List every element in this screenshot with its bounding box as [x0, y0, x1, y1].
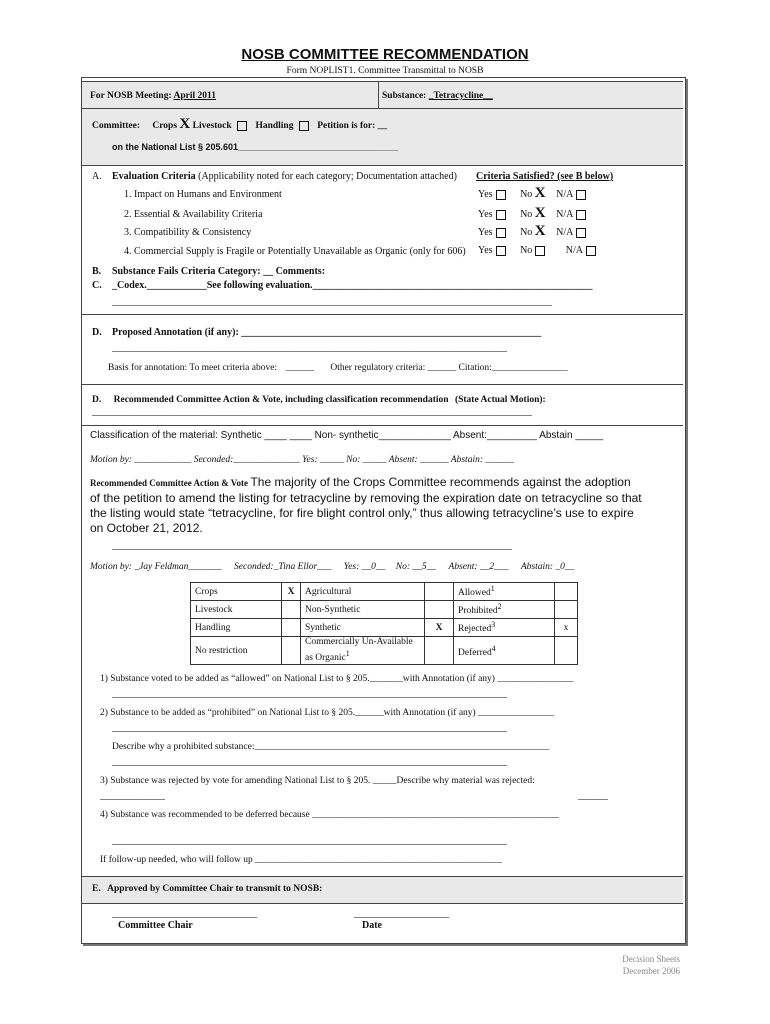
yes-label: Yes	[478, 209, 493, 220]
criteria-header: Criteria Satisfied? (see B below)	[476, 171, 614, 182]
yes-checkbox[interactable]	[496, 210, 506, 220]
vote-allowed-line: _______________________________________________________________________________	[112, 688, 507, 699]
no-label: No	[520, 209, 533, 220]
basis-label: Basis for annotation: To meet criteria above:	[108, 363, 278, 373]
date-line[interactable]: ___________________	[354, 908, 449, 919]
recommendation-label: Recommended Committee Action & Vote	[90, 478, 248, 488]
vote-no[interactable]: No: __5__	[395, 562, 437, 572]
yes-label: Yes	[478, 227, 493, 238]
committee-crops: Crops	[152, 121, 178, 131]
petition-field: Petition is for: __	[317, 121, 388, 131]
criteria-item-3: 3. Compatibility & Consistency	[124, 227, 252, 238]
grid-label: Prohibited	[458, 606, 498, 617]
grid-cell: Crops	[191, 583, 282, 601]
committee-livestock: Livestock	[192, 121, 232, 131]
grid-cell: No restriction	[191, 637, 282, 665]
grid-check-cell[interactable]	[282, 601, 301, 619]
describe-prohibited-line: _______________________________________________________________________________	[112, 756, 507, 767]
na-checkbox[interactable]	[576, 190, 586, 200]
no-check-mark[interactable]: X	[534, 205, 546, 221]
criteria-item-1: 1. Impact on Humans and Environment	[124, 189, 282, 200]
grid-label: Rejected	[458, 624, 492, 635]
substance-field	[382, 91, 493, 101]
recommended-text2: (State Actual Motion):	[454, 395, 546, 405]
grid-cell	[454, 601, 555, 619]
criteria-answer-4	[478, 245, 596, 256]
grid-check-cell[interactable]	[425, 637, 454, 665]
form-subtitle: Form NOPLIST1. Committee Transmittal to NOSB	[286, 66, 484, 76]
vote-rejected-line-right: ______	[578, 790, 608, 801]
yes-checkbox[interactable]	[496, 190, 506, 200]
no-check-mark[interactable]: X	[534, 223, 546, 239]
na-label: N/A	[556, 227, 574, 238]
recommendation-underline: ________________________________________________________________________________	[112, 540, 512, 551]
vote-absent[interactable]: Absent: __2___	[448, 562, 509, 572]
recommended-line: ________________________________________________________________________________________	[92, 406, 532, 417]
section-e-letter: E.	[92, 884, 101, 894]
section-a-note: (Applicability noted for each category; Documentation attached)	[198, 171, 457, 182]
grid-label: Deferred	[458, 647, 492, 658]
recommendation-line-3: the listing would state “tetracycline, for fire blight control only,” thus allowing tetracycline’s use to expire	[90, 506, 634, 520]
grid-cell	[454, 637, 555, 665]
vote-prohibited[interactable]: 2) Substance to be added as “prohibited” on National List to § 205.______with Annotation (if any) ________________	[100, 708, 555, 718]
grid-cell: Agricultural	[301, 583, 425, 601]
footnote: 1	[490, 584, 495, 594]
vote-rejected[interactable]: 3) Substance was rejected by vote for amending National List to § 205. _____Describe why material was rejected:	[100, 776, 535, 786]
criteria-item-4: 4. Commercial Supply is Fragile or Potentially Unavailable as Organic (only for 606)	[124, 246, 466, 257]
grid-check-cell[interactable]	[555, 601, 578, 619]
section-b-text: Substance Fails Criteria Category: __ Comments:	[112, 266, 326, 277]
footer-line-2: December 2006	[622, 966, 680, 976]
grid-cell	[454, 583, 555, 601]
na-checkbox[interactable]	[586, 246, 596, 256]
motion-by[interactable]: Motion by: _Jay Feldman_______	[90, 562, 222, 572]
yes-label: Yes	[478, 245, 493, 256]
classification-row[interactable]: Classification of the material: Synthetic ____ ____ Non- synthetic_____________ Absent:_________ Abstain _____	[90, 430, 604, 441]
substance-label: Substance:	[382, 91, 427, 101]
classification-grid	[190, 582, 578, 665]
crops-check-mark[interactable]: X	[179, 116, 191, 132]
vote-deferred[interactable]: 4) Substance was recommended to be deferred because ____________________________________________________	[100, 810, 560, 820]
substance-value[interactable]: _Tetracycline__	[428, 91, 493, 101]
recommended-bar	[82, 384, 683, 426]
table-row	[191, 601, 578, 619]
no-check-mark[interactable]: X	[534, 185, 546, 201]
vote-abstain[interactable]: Abstain: _0__	[520, 562, 575, 572]
criteria-item-2: 2. Essential & Availability Criteria	[124, 209, 263, 220]
section-c-line: ________________________________________________________________________________________	[112, 296, 552, 307]
yes-checkbox[interactable]	[496, 246, 506, 256]
section-b-letter: B.	[92, 266, 102, 277]
grid-check-cell[interactable]	[282, 619, 301, 637]
section-a-letter: A.	[92, 171, 102, 182]
na-label: N/A	[565, 245, 584, 256]
other-criteria[interactable]: Other regulatory criteria: ______ Citation:________________	[330, 363, 568, 373]
grid-check-cell[interactable]	[555, 583, 578, 601]
grid-check-cell[interactable]	[425, 583, 454, 601]
vote-prohibited-line: _______________________________________________________________________________	[112, 722, 507, 733]
section-d-letter: D.	[92, 327, 102, 338]
meeting-value[interactable]: April 2011	[173, 91, 216, 101]
footer-line-1: Decision Sheets	[622, 954, 680, 964]
footnote: 1	[345, 649, 350, 658]
proposed-annotation-field[interactable]	[112, 327, 617, 338]
yes-checkbox[interactable]	[496, 228, 506, 238]
divider	[82, 314, 683, 315]
committee-label: Committee:	[92, 121, 141, 131]
page-title: NOSB COMMITTEE RECOMMENDATION	[241, 46, 529, 63]
chair-label: Committee Chair	[118, 920, 193, 931]
section-c-letter: C.	[92, 280, 102, 291]
grid-check-cell[interactable]: X	[425, 619, 454, 637]
handling-checkbox[interactable]	[299, 121, 309, 131]
grid-check-cell[interactable]: x	[555, 619, 578, 637]
recommended-heading	[92, 395, 546, 405]
livestock-checkbox[interactable]	[237, 121, 247, 131]
followup-field[interactable]: If follow-up needed, who will follow up ____________________________________________________	[100, 855, 503, 865]
national-list-field: on the National List § 205.601________________________________	[112, 142, 399, 152]
recommendation-block	[90, 475, 680, 536]
table-row	[191, 637, 578, 665]
footnote: 2	[497, 602, 502, 612]
vote-rejected-line-left: _____________	[100, 790, 165, 801]
criteria-answer-2	[478, 205, 586, 222]
grid-label: Allowed	[458, 588, 491, 599]
criteria-answer-1	[478, 185, 586, 202]
meeting-label: For NOSB Meeting:	[90, 91, 172, 101]
grid-cell	[301, 637, 425, 665]
grid-check-cell[interactable]	[555, 637, 578, 665]
motion-row-2	[90, 562, 574, 572]
grid-check-cell[interactable]	[282, 637, 301, 665]
section-c-text: _Codex.____________See following evaluation.________________________________________________________	[112, 280, 593, 291]
grid-cell: Synthetic	[301, 619, 425, 637]
na-label: N/A	[556, 189, 574, 200]
no-label: No	[520, 189, 533, 200]
grid-label: Commercially Un-Available as Organic	[305, 637, 413, 664]
no-label: No	[520, 227, 533, 238]
table-row	[191, 583, 578, 601]
footnote: 3	[491, 620, 496, 630]
grid-cell: Non-Synthetic	[301, 601, 425, 619]
recommended-letter: D.	[92, 395, 102, 405]
recommendation-line-4: on October 21, 2012.	[90, 521, 203, 535]
grid-cell	[454, 619, 555, 637]
describe-prohibited[interactable]: Describe why a prohibited substance:______________________________________________________________	[112, 742, 549, 752]
committee-row	[92, 116, 387, 133]
section-e-text: Approved by Committee Chair to transmit to NOSB:	[107, 884, 323, 894]
motion-row-1[interactable]: Motion by: ____________ Seconded:______________ Yes: _____ No: _____ Absent: ______ Abstain: ______	[90, 455, 514, 465]
na-checkbox[interactable]	[576, 228, 586, 238]
na-checkbox[interactable]	[576, 210, 586, 220]
no-label: No	[520, 245, 533, 256]
date-label: Date	[362, 920, 382, 931]
proposed-annotation-line: _______________________________________________________________________________	[112, 342, 507, 353]
basis-blank[interactable]: ______	[285, 363, 314, 373]
committee-handling: Handling	[255, 121, 294, 131]
proposed-annotation-text: Proposed Annotation (if any): ____________________________________________________________	[112, 327, 542, 338]
meeting-divider	[378, 81, 379, 108]
meeting-field	[90, 91, 216, 101]
grid-cell: Livestock	[191, 601, 282, 619]
vote-yes[interactable]: Yes: __0__	[343, 562, 386, 572]
footnote: 4	[491, 643, 496, 653]
seconded-by[interactable]: Seconded:_Tina Ellor___	[234, 562, 332, 572]
vote-allowed[interactable]: 1) Substance voted to be added as “allowed” on National List to § 205._______with Annotation (if any) ________________	[100, 674, 574, 684]
section-e-heading	[92, 884, 322, 894]
recommendation-line-2: of the petition to amend the listing for tetracycline by removing the expiration date on tetracycline so that	[90, 491, 642, 505]
grid-check-cell[interactable]: X	[282, 583, 301, 601]
no-checkbox[interactable]	[535, 246, 545, 256]
na-label: N/A	[556, 209, 574, 220]
basis-row	[108, 363, 568, 373]
recommended-text: Recommended Committee Action & Vote, including classification recommendation	[113, 395, 449, 405]
grid-cell: Handling	[191, 619, 282, 637]
vote-deferred-line: _______________________________________________________________________________	[112, 835, 507, 846]
yes-label: Yes	[478, 189, 493, 200]
criteria-answer-3	[478, 223, 586, 240]
recommendation-line-1: The majority of the Crops Committee recommends against the adoption	[250, 475, 631, 489]
section-a-title: Evaluation Criteria	[112, 171, 196, 182]
grid-check-cell[interactable]	[425, 601, 454, 619]
table-row	[191, 619, 578, 637]
chair-signature-line[interactable]: _____________________________	[112, 908, 257, 919]
section-a-heading	[112, 171, 457, 182]
